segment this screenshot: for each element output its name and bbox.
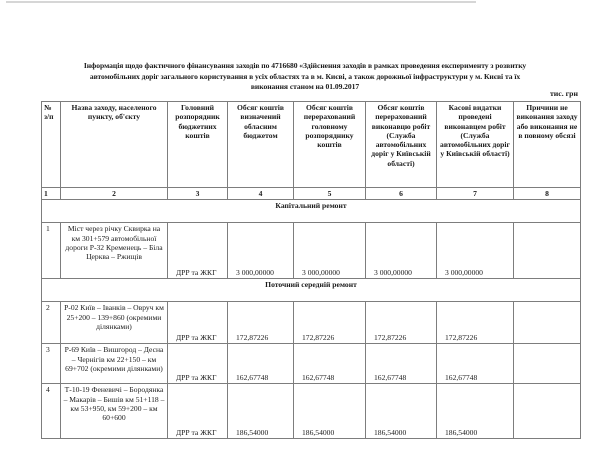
row-budget: 162,67748 xyxy=(228,344,294,384)
row-name: Р-69 Київ – Вишгород – Десна – Чернігів км 22+150 – км 69+702 (окремими ділянками) xyxy=(61,344,168,384)
header-row xyxy=(42,102,581,188)
row-cash-expenses: 3 000,00000 xyxy=(437,223,514,279)
row-budget: 3 000,00000 xyxy=(228,223,294,279)
table-row xyxy=(42,223,581,279)
scan-edge-line xyxy=(6,1,476,3)
title-line-2: автомобільних доріг загального користування в усіх областях та в м. Києві, а також дорожньої інфраструктури у м. Києві та їх xyxy=(89,71,521,81)
header-name: Назва заходу, населеного пункту, об'єкту xyxy=(61,102,168,188)
row-name: Міст через річку Сквирка на км 301+579 автомобільної дороги Р-32 Кременець – Біла Церква – Ржищів xyxy=(61,223,168,279)
section-row-capital-repair xyxy=(42,200,581,223)
row-reasons xyxy=(514,344,581,384)
row-reasons xyxy=(514,302,581,344)
row-name: Т-10-19 Феневичі – Бородянка – Макарів – Бишів км 51+118 – км 53+950, км 59+200 – км 60+600 xyxy=(61,384,168,439)
column-number: 5 xyxy=(294,188,366,200)
column-number: 6 xyxy=(366,188,437,200)
row-name: Р-02 Київ – Іванків – Овруч км 25+200 – 139+860 (окремими ділянками) xyxy=(61,302,168,344)
row-no: 4 xyxy=(42,384,61,439)
row-reasons xyxy=(514,223,581,279)
row-manager: ДРР та ЖКГ xyxy=(168,302,228,344)
header-manager: Головний розпорядник бюджетних коштів xyxy=(168,102,228,188)
header-transferred-contractor: Обсяг коштів перерахований виконавцю робіт (Служба автомобільних доріг у Київській області) xyxy=(366,102,437,188)
column-number: 8 xyxy=(514,188,581,200)
header-budget: Обсяг коштів визначений обласним бюджетом xyxy=(228,102,294,188)
title-line-3: виконання станом на 01.09.2017 xyxy=(250,82,360,91)
row-no: 3 xyxy=(42,344,61,384)
row-transferred-manager: 186,54000 xyxy=(294,384,366,439)
column-number: 3 xyxy=(168,188,228,200)
units-label: тис. грн xyxy=(549,89,578,98)
table-row xyxy=(42,384,581,439)
column-number: 2 xyxy=(61,188,168,200)
row-transferred-manager: 162,67748 xyxy=(294,344,366,384)
row-reasons xyxy=(514,384,581,439)
column-number: 1 xyxy=(42,188,61,200)
row-cash-expenses: 172,87226 xyxy=(437,302,514,344)
row-manager: ДРР та ЖКГ xyxy=(168,344,228,384)
header-no: № з/п xyxy=(42,102,61,188)
column-number: 4 xyxy=(228,188,294,200)
header-transferred-manager: Обсяг коштів перерахований головному розпоряднику коштів xyxy=(294,102,366,188)
row-transferred-contractor: 162,67748 xyxy=(366,344,437,384)
section-title: Поточний середній ремонт xyxy=(42,279,581,302)
column-numbers-row xyxy=(42,188,581,200)
row-cash-expenses: 186,54000 xyxy=(437,384,514,439)
header-reasons: Причини не виконання заходу або виконання не в повному обсязі xyxy=(514,102,581,188)
table-row xyxy=(42,302,581,344)
document-title xyxy=(30,61,580,93)
section-row-current-repair xyxy=(42,279,581,302)
row-transferred-manager: 3 000,00000 xyxy=(294,223,366,279)
header-cash-expenses: Касові видатки проведені виконавцем робіт (Служба автомобільних доріг у Київській області) xyxy=(437,102,514,188)
row-manager: ДРР та ЖКГ xyxy=(168,384,228,439)
row-transferred-contractor: 3 000,00000 xyxy=(366,223,437,279)
row-budget: 186,54000 xyxy=(228,384,294,439)
title-line-1: Інформація щодо фактичного фінансування заходів по 4716680 «Здійснення заходів в рамках проведення експерименту з розвитку xyxy=(83,61,527,70)
row-transferred-contractor: 186,54000 xyxy=(366,384,437,439)
row-budget: 172,87226 xyxy=(228,302,294,344)
table-row xyxy=(42,344,581,384)
row-no: 2 xyxy=(42,302,61,344)
row-transferred-manager: 172,87226 xyxy=(294,302,366,344)
section-title: Капітальний ремонт xyxy=(42,200,581,223)
row-no: 1 xyxy=(42,223,61,279)
row-transferred-contractor: 172,87226 xyxy=(366,302,437,344)
financing-table xyxy=(41,101,581,439)
row-manager: ДРР та ЖКГ xyxy=(168,223,228,279)
row-cash-expenses: 162,67748 xyxy=(437,344,514,384)
column-number: 7 xyxy=(437,188,514,200)
